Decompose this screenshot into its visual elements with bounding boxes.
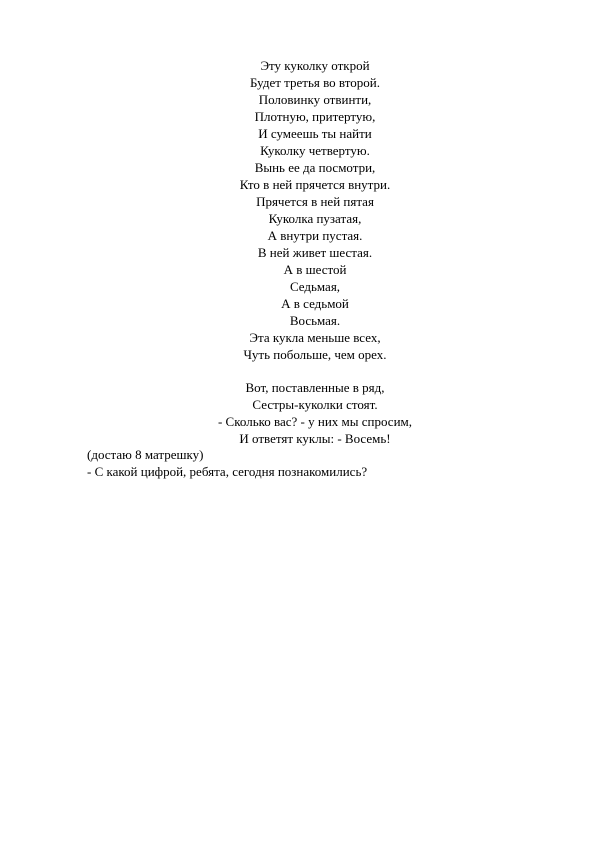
poem-stanza-2 [95, 379, 535, 447]
poem-line: Кто в ней прячется внутри. [239, 177, 391, 192]
poem-line: Половинку отвинти, [258, 92, 372, 107]
poem-line: Плотную, притертую, [254, 109, 376, 124]
poem-line: И ответят куклы: - Восемь! [239, 431, 391, 446]
question-line: - С какой цифрой, ребята, сегодня познакомились? [87, 464, 368, 479]
poem-line: Прячется в ней пятая [256, 194, 374, 209]
poem-line: И сумеешь ты найти [258, 126, 372, 141]
teacher-notes [87, 446, 557, 480]
poem-stanza-1 [95, 57, 535, 363]
stage-direction: (достаю 8 матрешку) [87, 447, 204, 462]
poem-line: Седьмая, [289, 279, 341, 294]
poem-line: Вынь ее да посмотри, [254, 160, 376, 175]
poem-line: Восьмая. [289, 313, 341, 328]
poem-line: Куколку четвертую. [260, 143, 370, 158]
poem-line: Сестры-куколки стоят. [252, 397, 378, 412]
poem-line: Эту куколку открой [260, 58, 370, 73]
poem-line: Будет третья во второй. [250, 75, 380, 90]
poem-line: А внутри пустая. [267, 228, 363, 243]
poem-line: Куколка пузатая, [268, 211, 362, 226]
poem-line: А в седьмой [281, 296, 349, 311]
poem-line: В ней живет шестая. [257, 245, 373, 260]
poem-line: - Сколько вас? - у них мы спросим, [217, 414, 413, 429]
poem-line: Чуть побольше, чем орех. [243, 347, 387, 362]
poem-line: Вот, поставленные в ряд, [245, 380, 385, 395]
poem-line: А в шестой [283, 262, 347, 277]
poem-line: Эта кукла меньше всех, [249, 330, 381, 345]
